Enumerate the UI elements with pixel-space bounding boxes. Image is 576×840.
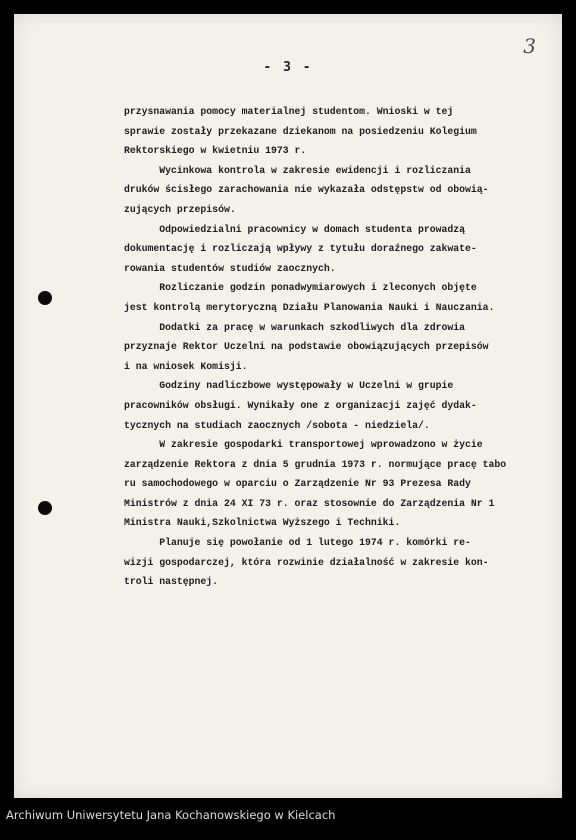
text-line: przyznaje Rektor Uczelni na podstawie obowiązujących przepisów	[124, 341, 489, 353]
archive-caption: Archiwum Uniwersytetu Jana Kochanowskiego w Kielcach	[6, 808, 336, 822]
page-number: - 3 -	[263, 60, 313, 75]
text-line: Odpowiedzialni pracownicy w domach studenta prowadzą	[124, 223, 465, 235]
document-page	[14, 14, 562, 798]
text-line: ru samochodowego w oparciu o Zarządzenie Nr 93 Prezesa Rady	[124, 478, 471, 490]
text-line: Rektorskiego w kwietniu 1973 r.	[124, 145, 307, 157]
text-line: Planuje się powołanie od 1 lutego 1974 r. komórki re-	[124, 537, 471, 549]
punch-hole	[38, 291, 52, 305]
text-line: Ministrów z dnia 24 XI 73 r. oraz stosownie do Zarządzenia Nr 1	[124, 497, 495, 509]
text-line: Dodatki za pracę w warunkach szkodliwych dla zdrowia	[124, 321, 465, 333]
text-line: dokumentację i rozliczają wpływy z tytułu doraźnego zakwate-	[124, 243, 477, 255]
text-line: pracowników obsługi. Wynikały one z organizacji zajęć dydak-	[124, 399, 477, 411]
text-line: wizji gospodarczej, która rozwinie działalność w zakresie kon-	[124, 556, 489, 568]
text-line: jest kontrolą merytoryczną Działu Planowania Nauki i Nauczania.	[124, 301, 495, 313]
text-line: Rozliczanie godzin ponadwymiarowych i zleconych objęte	[124, 282, 477, 294]
text-line: Godziny nadliczbowe występowały w Uczelni w grupie	[124, 380, 454, 392]
text-line: Wycinkowa kontrola w zakresie ewidencji i rozliczania	[124, 164, 471, 176]
text-line: sprawie zostały przekazane dziekanom na posiedzeniu Kolegium	[124, 125, 477, 137]
text-line: i na wniosek Komisji.	[124, 360, 248, 372]
text-line: troli następnej.	[124, 576, 219, 588]
text-line: rowania studentów studiów zaocznych.	[124, 262, 336, 274]
text-line: druków ścisłego zarachowania nie wykazała odstępstw od obowią-	[124, 184, 489, 196]
text-line: Ministra Nauki,Szkolnictwa Wyższego i Techniki.	[124, 517, 401, 529]
text-line: zujących przepisów.	[124, 203, 236, 215]
punch-hole	[38, 501, 52, 515]
text-line: W zakresie gospodarki transportowej wprowadzono w życie	[124, 439, 483, 451]
text-line: tycznych na studiach zaocznych /sobota - niedziela/.	[124, 419, 430, 431]
document-body	[124, 102, 554, 592]
text-line: zarządzenie Rektora z dnia 5 grudnia 1973 r. normujące pracę tabo	[124, 458, 507, 470]
handwritten-page-number: 3	[523, 34, 536, 58]
text-line: przysnawania pomocy materialnej studentom. Wnioski w tej	[124, 106, 454, 117]
